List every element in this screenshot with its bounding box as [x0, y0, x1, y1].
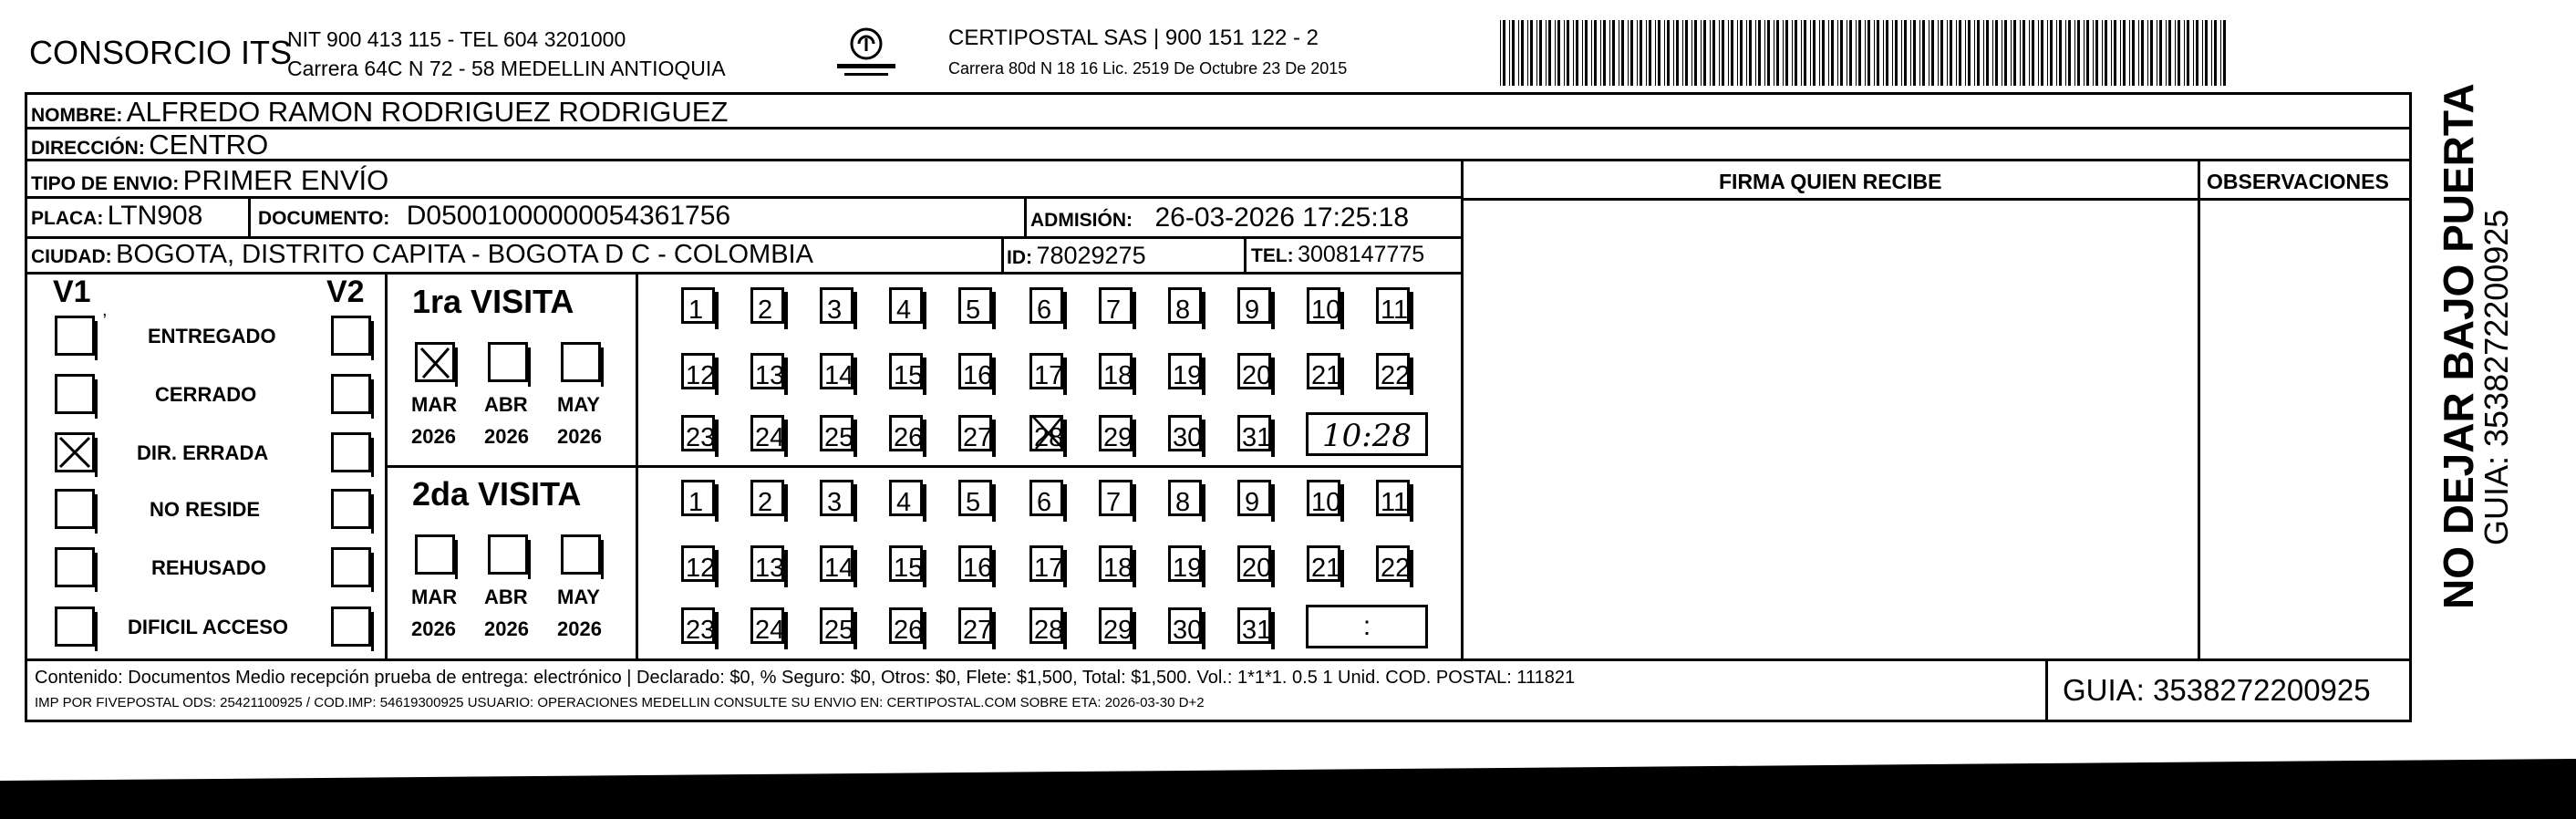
- v1-checkbox[interactable]: [55, 316, 95, 356]
- side-guia: GUIA: 3538272200925: [2478, 209, 2515, 545]
- nombre-value: ALFREDO RAMON RODRIGUEZ RODRIGUEZ: [126, 96, 729, 128]
- year-label: 2026: [484, 617, 529, 640]
- day-number: 27: [963, 616, 993, 645]
- day-number: 21: [1311, 361, 1341, 390]
- direccion-value: CENTRO: [149, 129, 269, 161]
- v1-checkbox[interactable]: [55, 489, 95, 529]
- v-footer-guia: [2045, 658, 2048, 721]
- placa-value: LTN908: [107, 201, 203, 231]
- v2-label: V2: [326, 275, 365, 309]
- day-number: 4: [896, 488, 912, 517]
- day-number: 2: [758, 488, 773, 517]
- month-label: MAR: [411, 393, 458, 416]
- day-number: 11: [1381, 488, 1409, 517]
- barcode: [1500, 20, 2229, 86]
- day-box[interactable]: [958, 287, 992, 324]
- day-number: 15: [894, 361, 924, 390]
- day-box[interactable]: [1168, 415, 1202, 451]
- day-number: 15: [894, 554, 924, 583]
- v1-checkbox[interactable]: [55, 547, 95, 587]
- carrier-address: Carrera 80d N 18 16 Lic. 2519 De Octubre 23 De 2015: [948, 59, 1348, 78]
- day-box[interactable]: [1099, 607, 1133, 644]
- day-number: 20: [1242, 554, 1272, 583]
- day-number: 7: [1106, 488, 1122, 517]
- day-box[interactable]: [681, 415, 715, 451]
- firma-header: FIRMA QUIEN RECIBE: [1719, 170, 1942, 193]
- frame-top: [25, 92, 2412, 95]
- day-box[interactable]: [1168, 545, 1202, 582]
- day-box[interactable]: [1307, 287, 1340, 324]
- nit-line: NIT 900 413 115 - TEL 604 3201000: [287, 27, 626, 51]
- tipo-row: [31, 166, 388, 194]
- time-box[interactable]: [1306, 412, 1428, 456]
- tel-label: TEL:: [1251, 245, 1294, 266]
- month-label: MAY: [557, 393, 600, 416]
- day-box[interactable]: [958, 480, 992, 516]
- v1-checkbox[interactable]: [55, 432, 95, 472]
- day-number: 13: [755, 361, 785, 390]
- tel-row: [1251, 244, 1424, 266]
- v1-label: V1: [53, 275, 91, 309]
- day-box[interactable]: [1237, 287, 1271, 324]
- day-box[interactable]: [1376, 545, 1410, 582]
- day-number: 18: [1103, 361, 1133, 390]
- side-warning: NO DEJAR BAJO PUERTA: [2435, 83, 2482, 609]
- day-number: 29: [1103, 616, 1133, 645]
- footer-imp-line: IMP POR FIVEPOSTAL ODS: 25421100925 / COD.IMP: 54619300925 USUARIO: OPERACIONES MEDELLIN CONSULTE SU ENVIO EN: CERTIPOSTAL.COM SOBRE ETA: 2026-03-30 D+2: [35, 695, 1205, 710]
- time-value: :: [1362, 611, 1371, 641]
- time-value: 10:28: [1322, 418, 1412, 454]
- day-number: 31: [1242, 616, 1272, 645]
- day-number: 16: [963, 361, 993, 390]
- id-label: ID:: [1007, 247, 1032, 268]
- v1-checkbox[interactable]: [55, 374, 95, 414]
- frame-bottom: [25, 720, 2412, 722]
- footer-contenido: Contenido: Documentos Medio recepción prueba de entrega: electrónico | Declarado: $0, % Seguro: $0, Otros: $0, Flete: $1,500, Total: $1,500. Vol.: 1*1*1. 0.5 1 Unid. COD. POSTAL: 111821: [35, 668, 1576, 688]
- day-number: 30: [1173, 423, 1203, 452]
- day-box[interactable]: [681, 480, 715, 516]
- day-box[interactable]: [889, 607, 923, 644]
- day-number: 25: [824, 423, 854, 452]
- day-box[interactable]: [958, 545, 992, 582]
- frame-left: [25, 92, 27, 721]
- day-number: 3: [827, 488, 843, 517]
- day-box[interactable]: [1099, 287, 1133, 324]
- day-box[interactable]: [1237, 607, 1271, 644]
- v2-checkbox[interactable]: [331, 316, 371, 356]
- day-number: 28: [1034, 616, 1064, 645]
- day-box[interactable]: [681, 353, 715, 389]
- month-label: MAR: [411, 586, 458, 608]
- day-number: 3: [827, 295, 843, 325]
- frame-right: [2409, 92, 2412, 721]
- day-number: 25: [824, 616, 854, 645]
- day-box[interactable]: [1376, 480, 1410, 516]
- ciudad-row: [31, 242, 813, 268]
- month-checkbox[interactable]: [415, 342, 455, 382]
- day-box[interactable]: [1237, 545, 1271, 582]
- month-label: MAY: [557, 586, 600, 608]
- day-number: 7: [1106, 295, 1122, 325]
- day-box[interactable]: [1029, 545, 1063, 582]
- day-box[interactable]: [1099, 353, 1133, 389]
- nombre-label: NOMBRE:: [31, 105, 123, 126]
- day-box[interactable]: [1168, 607, 1202, 644]
- tipo-label: TIPO DE ENVIO:: [31, 173, 180, 194]
- visit-title: 1ra VISITA: [412, 283, 574, 320]
- day-number: 14: [824, 554, 854, 583]
- day-number: 10: [1311, 488, 1341, 517]
- day-box[interactable]: [1307, 545, 1340, 582]
- day-box[interactable]: [820, 480, 853, 516]
- direccion-label: DIRECCIÓN:: [31, 138, 145, 159]
- pen-mark: ,: [102, 300, 108, 320]
- day-box[interactable]: [1029, 607, 1063, 644]
- year-label: 2026: [411, 425, 456, 448]
- id-value: 78029275: [1036, 242, 1146, 269]
- month-label: ABR: [484, 393, 528, 416]
- day-number: 5: [966, 488, 981, 517]
- v2-checkbox[interactable]: [331, 374, 371, 414]
- documento-value: D05001000000054361756: [406, 201, 731, 231]
- admision-value: 26-03-2026 17:25:18: [1154, 202, 1410, 233]
- day-number: 26: [894, 616, 924, 645]
- status-label: ENTREGADO: [148, 325, 276, 347]
- row-line-5: [25, 272, 1464, 275]
- company-name: CONSORCIO ITS: [29, 34, 293, 71]
- v2-checkbox[interactable]: [331, 432, 371, 472]
- documento-label: DOCUMENTO:: [258, 208, 390, 229]
- day-cross-mark: [1030, 414, 1067, 452]
- day-number: 13: [755, 554, 785, 583]
- day-box[interactable]: [958, 353, 992, 389]
- day-number: 26: [894, 423, 924, 452]
- day-box[interactable]: [1099, 480, 1133, 516]
- day-box[interactable]: [1168, 480, 1202, 516]
- day-number: 23: [686, 616, 716, 645]
- day-box[interactable]: [1376, 287, 1410, 324]
- day-number: 27: [963, 423, 993, 452]
- certipostal-logo: [832, 26, 901, 80]
- day-number: 19: [1173, 554, 1203, 583]
- month-checkbox[interactable]: [561, 342, 601, 382]
- day-number: 2: [758, 295, 773, 325]
- month-checkbox[interactable]: [488, 342, 528, 382]
- documento-row: [258, 202, 730, 230]
- day-box[interactable]: [750, 415, 784, 451]
- day-number: 10: [1311, 295, 1341, 325]
- v-doc-admision: [1024, 196, 1027, 236]
- day-number: 5: [966, 295, 981, 325]
- v-signature-left: [1461, 159, 1464, 660]
- observaciones-header: OBSERVACIONES: [2207, 170, 2389, 193]
- tel-value: 3008147775: [1298, 242, 1425, 267]
- day-box[interactable]: [750, 480, 784, 516]
- visit-title: 2da VISITA: [412, 475, 582, 513]
- signature-header-line: [1461, 198, 2412, 201]
- day-box[interactable]: [1029, 480, 1063, 516]
- day-number: 29: [1103, 423, 1133, 452]
- day-number: 8: [1175, 295, 1191, 325]
- day-box[interactable]: [1307, 480, 1340, 516]
- day-number: 12: [686, 554, 716, 583]
- day-number: 17: [1034, 554, 1064, 583]
- ciudad-value: BOGOTA, DISTRITO CAPITA - BOGOTA D C - COLOMBIA: [116, 240, 813, 269]
- admision-row: [1030, 204, 1409, 232]
- day-number: 6: [1037, 295, 1052, 325]
- admision-label: ADMISIÓN:: [1030, 210, 1133, 231]
- day-box[interactable]: [1376, 353, 1410, 389]
- carrier-line: CERTIPOSTAL SAS | 900 151 122 - 2: [948, 26, 1319, 50]
- day-number: 21: [1311, 554, 1341, 583]
- day-number: 9: [1245, 295, 1260, 325]
- day-box[interactable]: [681, 607, 715, 644]
- day-box[interactable]: [820, 607, 853, 644]
- day-box[interactable]: [750, 353, 784, 389]
- day-box[interactable]: [889, 353, 923, 389]
- footer-guia-box: GUIA: 3538272200925: [2063, 673, 2371, 707]
- day-box[interactable]: [1029, 287, 1063, 324]
- month-checkbox[interactable]: [415, 534, 455, 575]
- day-box[interactable]: [958, 415, 992, 451]
- month-checkbox[interactable]: [561, 534, 601, 575]
- day-number: 4: [896, 295, 912, 325]
- day-box[interactable]: [681, 287, 715, 324]
- day-box[interactable]: [1168, 353, 1202, 389]
- day-number: 23: [686, 423, 716, 452]
- day-number: 1: [688, 488, 704, 517]
- day-number: 6: [1037, 488, 1052, 517]
- v2-checkbox[interactable]: [331, 606, 371, 647]
- row-line-3: [25, 196, 1464, 199]
- day-box[interactable]: [1237, 415, 1271, 451]
- status-label: REHUSADO: [151, 556, 266, 579]
- day-box[interactable]: [750, 545, 784, 582]
- day-box[interactable]: [1237, 353, 1271, 389]
- day-box[interactable]: [1168, 287, 1202, 324]
- day-number: 20: [1242, 361, 1272, 390]
- placa-label: PLACA:: [31, 208, 104, 229]
- day-box[interactable]: [820, 287, 853, 324]
- day-number: 18: [1103, 554, 1133, 583]
- day-number: 9: [1245, 488, 1260, 517]
- day-box[interactable]: [750, 607, 784, 644]
- day-number: 17: [1034, 361, 1064, 390]
- day-box[interactable]: [1029, 415, 1063, 451]
- row-line-2: [25, 159, 2412, 161]
- day-number: 24: [755, 616, 785, 645]
- day-box[interactable]: [820, 353, 853, 389]
- status-label: DIFICIL ACCESO: [128, 616, 289, 638]
- day-number: 28: [1034, 423, 1064, 452]
- year-label: 2026: [557, 425, 602, 448]
- stray-mark: •: [1134, 770, 1139, 784]
- day-number: 22: [1381, 361, 1411, 390]
- footer-guia-top: [2045, 658, 2412, 661]
- status-label: NO RESIDE: [150, 498, 261, 521]
- day-number: 16: [963, 554, 993, 583]
- day-number: 22: [1381, 554, 1411, 583]
- nombre-row: [31, 98, 728, 126]
- placa-row: [31, 202, 202, 230]
- day-box[interactable]: [1099, 545, 1133, 582]
- row-line-4: [25, 236, 1464, 239]
- ciudad-label: CIUDAD:: [31, 246, 112, 267]
- day-number: 8: [1175, 488, 1191, 517]
- id-row: [1007, 244, 1146, 268]
- year-label: 2026: [484, 425, 529, 448]
- month-label: ABR: [484, 586, 528, 608]
- tipo-value: PRIMER ENVÍO: [182, 164, 389, 196]
- day-box[interactable]: [1099, 415, 1133, 451]
- visit-separator: [385, 465, 1461, 468]
- day-number: 24: [755, 423, 785, 452]
- year-label: 2026: [411, 617, 456, 640]
- day-number: 30: [1173, 616, 1203, 645]
- day-number: 12: [686, 361, 716, 390]
- v2-checkbox[interactable]: [331, 547, 371, 587]
- day-box[interactable]: [820, 415, 853, 451]
- day-box[interactable]: [750, 287, 784, 324]
- year-label: 2026: [557, 617, 602, 640]
- day-box[interactable]: [889, 415, 923, 451]
- month-checkbox[interactable]: [488, 534, 528, 575]
- status-label: DIR. ERRADA: [137, 441, 269, 464]
- day-number: 19: [1173, 361, 1203, 390]
- day-box[interactable]: [1307, 353, 1340, 389]
- day-box[interactable]: [889, 480, 923, 516]
- day-box[interactable]: [681, 545, 715, 582]
- day-box[interactable]: [820, 545, 853, 582]
- v-id-tel: [1244, 236, 1247, 273]
- day-box[interactable]: [1237, 480, 1271, 516]
- status-label: CERRADO: [155, 383, 257, 406]
- day-box[interactable]: [1029, 353, 1063, 389]
- company-address: Carrera 64C N 72 - 58 MEDELLIN ANTIOQUIA: [287, 57, 726, 80]
- v-observaciones-left: [2198, 159, 2200, 660]
- v-placa-doc: [248, 196, 251, 236]
- v1-checkbox[interactable]: [55, 606, 95, 647]
- v-ciudad-id: [1001, 236, 1004, 273]
- day-number: 14: [824, 361, 854, 390]
- day-box[interactable]: [889, 287, 923, 324]
- day-box[interactable]: [958, 607, 992, 644]
- direccion-row: [31, 130, 268, 159]
- day-number: 31: [1242, 423, 1272, 452]
- v2-checkbox[interactable]: [331, 489, 371, 529]
- day-box[interactable]: [889, 545, 923, 582]
- time-box[interactable]: [1306, 605, 1428, 648]
- day-number: 1: [688, 295, 704, 325]
- day-number: 11: [1381, 295, 1409, 325]
